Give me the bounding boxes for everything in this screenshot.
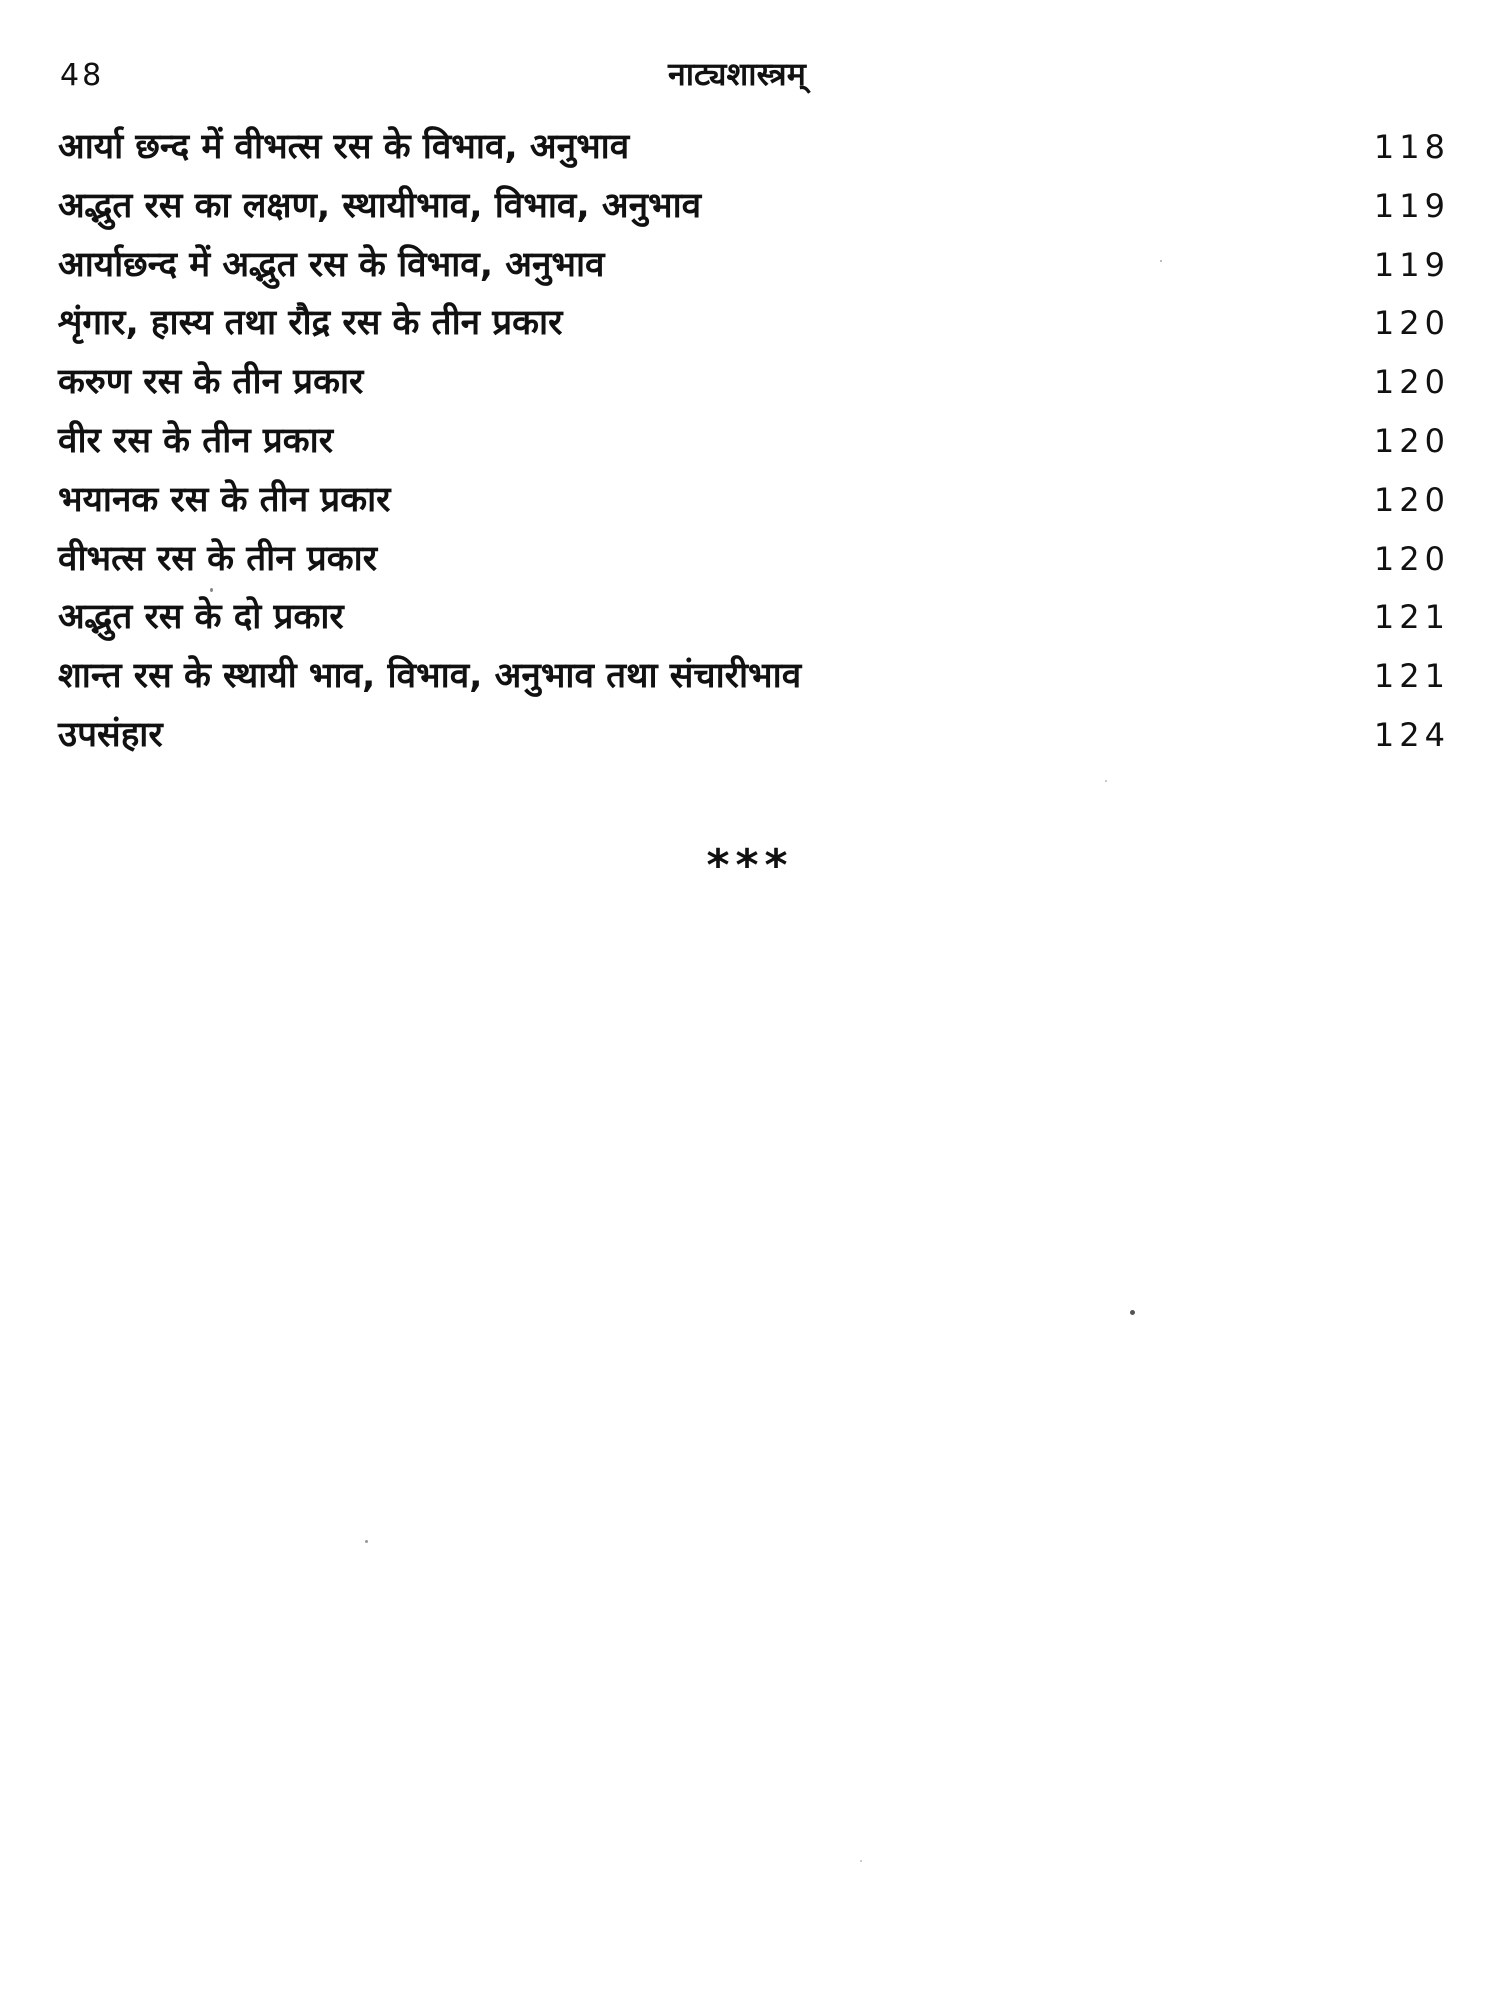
- toc-entry-page: 120: [1373, 539, 1450, 578]
- toc-entry: [58, 706, 1450, 765]
- toc-entry-page: 124: [1373, 715, 1450, 754]
- scan-speck: [1105, 780, 1107, 782]
- page-header: [58, 55, 1448, 108]
- toc-entry: [58, 177, 1450, 236]
- toc-entry-title: वीर रस के तीन प्रकार: [58, 420, 334, 461]
- toc-entry-title: आर्याछन्द में अद्भुत रस के विभाव, अनुभाव: [58, 244, 605, 285]
- toc-entry-page: 120: [1373, 304, 1450, 343]
- page-number: 48: [60, 58, 105, 93]
- scan-speck: [1130, 1310, 1135, 1315]
- toc-entry-page: 121: [1373, 657, 1450, 696]
- section-end-asterisks: ***: [706, 840, 794, 891]
- toc-entry-page: 119: [1373, 245, 1450, 284]
- toc-entry: [58, 353, 1450, 412]
- toc-entry: [58, 647, 1450, 706]
- toc-entry-page: 121: [1373, 598, 1450, 637]
- running-title: नाट्यशास्त्रम्: [668, 55, 806, 93]
- toc-entry-title: अद्भुत रस का लक्षण, स्थायीभाव, विभाव, अनुभाव: [58, 185, 702, 226]
- toc-entry: [58, 588, 1450, 647]
- toc-entry: [58, 294, 1450, 353]
- toc-entry-page: 120: [1373, 363, 1450, 402]
- toc-entry-page: 118: [1373, 128, 1450, 166]
- toc-entry-title: उपसंहार: [58, 714, 163, 755]
- toc-entry: [58, 236, 1450, 295]
- scan-speck: [210, 588, 213, 592]
- scan-speck: [365, 1540, 368, 1543]
- toc-entry-title: शृंगार, हास्य तथा रौद्र रस के तीन प्रकार: [58, 303, 563, 344]
- table-of-contents: [58, 118, 1450, 765]
- scan-speck: [1160, 260, 1162, 262]
- toc-entry: [58, 530, 1450, 589]
- toc-entry-title: भयानक रस के तीन प्रकार: [58, 479, 391, 520]
- toc-entry-title: शान्त रस के स्थायी भाव, विभाव, अनुभाव तथा संचारीभाव: [58, 656, 802, 697]
- toc-entry-title: वीभत्स रस के तीन प्रकार: [58, 538, 378, 579]
- scan-speck: [860, 1860, 862, 1862]
- toc-entry-page: 119: [1373, 186, 1450, 225]
- toc-entry: [58, 412, 1450, 471]
- toc-entry: [58, 471, 1450, 530]
- toc-entry-title: करुण रस के तीन प्रकार: [58, 362, 364, 403]
- toc-entry-title: अद्भुत रस के दो प्रकार: [58, 597, 344, 638]
- toc-entry-page: 120: [1373, 480, 1450, 519]
- toc-entry-title: आर्या छन्द में वीभत्स रस के विभाव, अनुभाव: [58, 127, 630, 167]
- toc-entry: [58, 118, 1450, 177]
- toc-entry-page: 120: [1373, 421, 1450, 460]
